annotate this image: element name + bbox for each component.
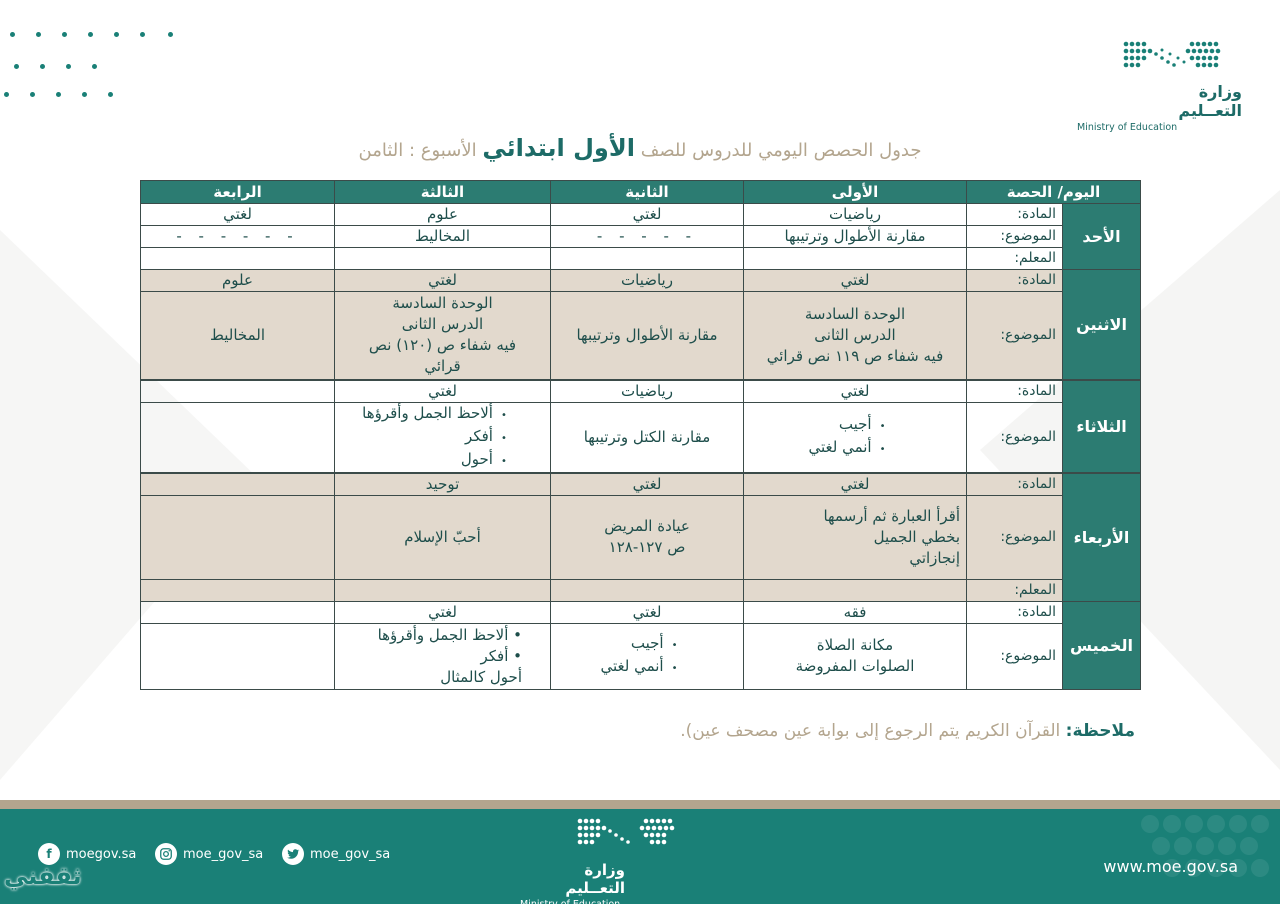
topic-label: الموضوع: [967,292,1063,380]
cell [141,579,335,601]
table-row [141,204,1141,226]
instagram-icon [155,843,177,865]
header-period-1: الأولى [744,181,967,204]
subject-label: المادة: [967,270,1063,292]
table-row [141,226,1141,248]
cell-line: الدرس الثانى [401,315,484,334]
cell-line: أقرأ العبارة ثم أرسمها [823,506,960,525]
schedule-table [140,180,1141,690]
cell [744,495,967,579]
logo-dots-icon [1122,40,1222,74]
facebook-handle: moegov.sa [66,846,137,862]
note-text: القرآن الكريم يتم الرجوع إلى بوابة عين مصحف عين). [680,721,1061,741]
list-item: • أفكر [362,426,507,449]
cell: علوم [335,204,551,226]
table-row [141,473,1141,496]
bullet-list [362,403,523,472]
cell [141,623,335,689]
footer-logo-arabic: وزارة التعــليم [565,861,625,897]
footer [0,809,1280,910]
topic-label: الموضوع: [967,226,1063,248]
subject-label: المادة: [967,601,1063,623]
cell-line: فيه شفاء ص (١٢٠) نص [368,336,517,355]
day-thursday: الخميس [1063,601,1141,689]
note [140,721,1135,741]
cell [335,623,551,689]
cell-line: الدرس الثانى [814,325,896,344]
footer-logo-dots-icon [576,817,676,851]
teacher-label: المعلم: [967,579,1063,601]
table-row [141,380,1141,403]
cell-line: الصلوات المفروضة [795,657,915,675]
decorative-dots [0,26,190,106]
cell [141,380,335,403]
cell: مقارنة الأطوال وترتيبها [744,226,967,248]
title-week: الأسبوع : الثامن [358,140,477,161]
cell: - - - - - [551,226,744,248]
teacher-label: المعلم: [967,248,1063,270]
topic-label: الموضوع: [967,623,1063,689]
table-row [141,601,1141,623]
list-item: • أحول [362,449,507,472]
logo-arabic-text: وزارة التعــليم [1178,82,1242,120]
cell: لغتي [335,270,551,292]
footer-logo-english: Ministry of Education [520,899,621,910]
cell: المخاليط [141,292,335,380]
cell: لغتي [335,601,551,623]
header-period-2: الثانية [551,181,744,204]
twitter-icon [282,843,304,865]
cell-line: مكانة الصلاة [816,636,894,654]
list-item: • أجيب [808,414,885,437]
cell [551,623,744,689]
cell: لغتي [551,473,744,496]
title-grade: الأول ابتدائي [482,134,635,162]
page-title [140,134,1140,162]
cell-line: إنجازاتي [909,548,960,567]
subject-label: المادة: [967,380,1063,403]
twitter-handle: moe_gov_sa [310,846,391,862]
cell: رياضيات [551,380,744,403]
instagram-link[interactable] [155,843,263,865]
facebook-icon: f [38,843,60,865]
cell [744,248,967,270]
cell [551,248,744,270]
cell-line: بخطي الجميل [873,527,960,546]
cell: لغتي [744,270,967,292]
cell [141,402,335,473]
cell-line: • ألاحظ الجمل وأقرؤها [377,625,522,644]
bullet-list [600,633,693,679]
cell-line: فيه شفاء ص ١١٩ نص قرائي [766,346,944,365]
cell [141,601,335,623]
website-link[interactable]: www.moe.gov.sa [1103,857,1238,876]
cell: رياضيات [744,204,967,226]
twitter-link[interactable] [282,843,390,865]
cell: رياضيات [551,270,744,292]
cell-line: عيادة المريض [604,517,690,535]
cell-line: • أفكر [480,646,522,665]
cell [141,248,335,270]
cell: - - - - - - [141,226,335,248]
list-item: • أنمي لغتي [600,656,677,679]
cell-line: قرائي [424,357,461,376]
cell [744,292,967,380]
cell: علوم [141,270,335,292]
ministry-logo [1070,40,1242,133]
table-header-row [141,181,1141,204]
table-row [141,495,1141,579]
cell-line: أحول كالمثال [440,667,522,686]
cell [744,579,967,601]
cell [335,248,551,270]
title-prefix: جدول الحصص اليومي للدروس للصف [640,140,922,161]
cell: مقارنة الكتل وترتيبها [551,402,744,473]
cell [551,579,744,601]
bullet-list [808,414,901,460]
cell: لغتي [141,204,335,226]
cell: المخاليط [335,226,551,248]
site-watermark: ثقفني [4,862,82,890]
header-day-period: اليوم/ الحصة [967,181,1141,204]
note-label: ملاحظة: [1065,721,1135,741]
cell-line: ص ١٢٧-١٢٨ [608,538,686,556]
header-period-4: الرابعة [141,181,335,204]
cell-line: الوحدة السادسة [804,304,906,323]
topic-label: الموضوع: [967,402,1063,473]
topic-label: الموضوع: [967,495,1063,579]
footer-ministry-logo [520,817,690,910]
table-row [141,623,1141,689]
cell [335,402,551,473]
table-row [141,402,1141,473]
instagram-handle: moe_gov_sa [183,846,264,862]
logo-english-text: Ministry of Education [1077,122,1178,133]
cell [744,402,967,473]
header-period-3: الثالثة [335,181,551,204]
subject-label: المادة: [967,473,1063,496]
cell [744,623,967,689]
day-monday: الاثنين [1063,270,1141,380]
table-row [141,270,1141,292]
list-item: • أجيب [600,633,677,656]
table-row [141,292,1141,380]
cell [141,495,335,579]
cell [551,495,744,579]
cell-line: الوحدة السادسة [392,294,493,313]
cell: لغتي [551,204,744,226]
cell: أحبّ الإسلام [335,495,551,579]
cell [335,292,551,380]
footer-divider [0,800,1280,809]
cell: لغتي [335,380,551,403]
cell: لغتي [744,473,967,496]
cell: فقه [744,601,967,623]
subject-label: المادة: [967,204,1063,226]
day-tuesday: الثلاثاء [1063,380,1141,473]
table-row [141,248,1141,270]
list-item: • ألاحظ الجمل وأقرؤها [362,403,507,426]
cell: لغتي [551,601,744,623]
cell: لغتي [744,380,967,403]
cell [335,579,551,601]
cell [141,473,335,496]
day-sunday: الأحد [1063,204,1141,270]
table-row [141,579,1141,601]
cell: مقارنة الأطوال وترتيبها [551,292,744,380]
day-wednesday: الأربعاء [1063,473,1141,602]
cell: توحيد [335,473,551,496]
list-item: • أنمي لغتي [808,437,885,460]
